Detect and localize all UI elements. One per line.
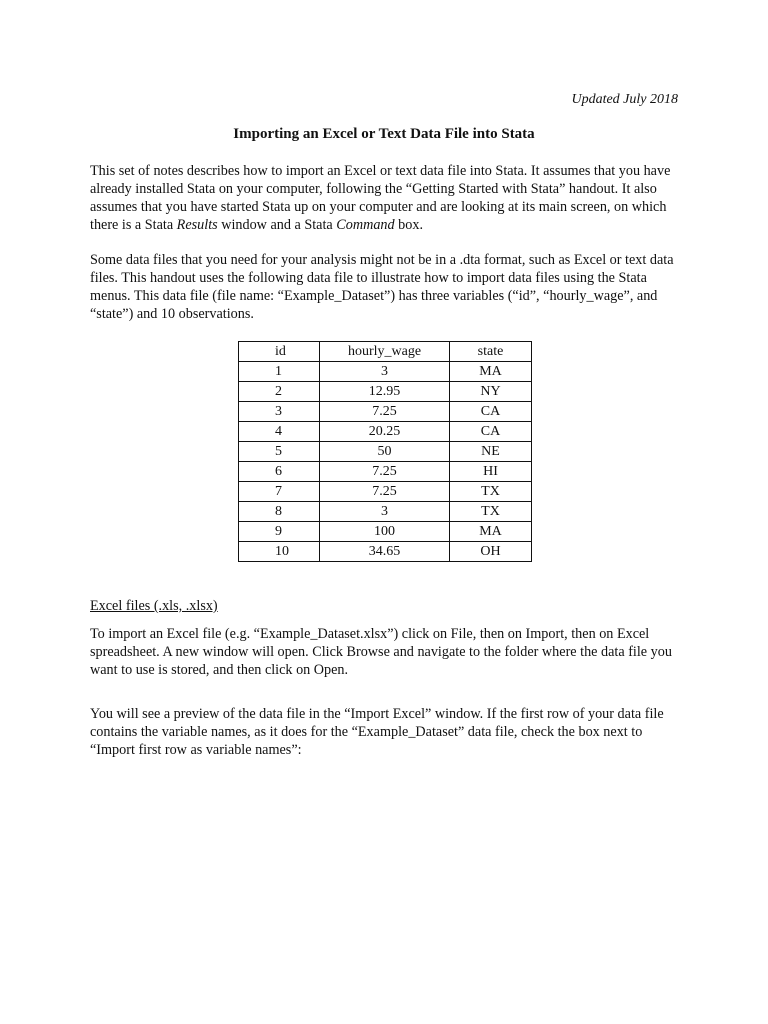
- cell-id: 3: [239, 402, 320, 422]
- cell-state: NE: [450, 442, 532, 462]
- cell-state: OH: [450, 542, 532, 562]
- cell-id: 6: [239, 462, 320, 482]
- cell-hourly-wage: 12.95: [320, 382, 450, 402]
- cell-state: MA: [450, 522, 532, 542]
- cell-hourly-wage: 34.65: [320, 542, 450, 562]
- cell-hourly-wage: 7.25: [320, 402, 450, 422]
- command-word: Command: [336, 217, 395, 233]
- cell-id: 5: [239, 442, 320, 462]
- table-row: [239, 422, 532, 442]
- cell-hourly-wage: 7.25: [320, 462, 450, 482]
- cell-id: 8: [239, 502, 320, 522]
- table-row: [239, 442, 532, 462]
- intro-text-a: This set of notes describes how to import an Excel or text data file into Stata. It assumes that you have already installed Stata on your computer, following the “Getting Started with Stata” handout. It also assumes that you have started Stata up on your computer and are looking at its main screen, on which there is a Stata: [90, 163, 671, 233]
- cell-id: 9: [239, 522, 320, 542]
- cell-state: CA: [450, 402, 532, 422]
- header-hourly-wage: hourly_wage: [320, 342, 450, 362]
- table-row: [239, 462, 532, 482]
- cell-state: TX: [450, 502, 532, 522]
- cell-state: NY: [450, 382, 532, 402]
- cell-state: HI: [450, 462, 532, 482]
- intro-text-c: box.: [394, 217, 423, 233]
- cell-id: 7: [239, 482, 320, 502]
- import-excel-paragraph: To import an Excel file (e.g. “Example_Dataset.xlsx”) click on File, then on Import, then on Excel spreadsheet. A new window will open. Click Browse and navigate to the folder where the data file you want to use is stored, and then click on Open.: [90, 626, 672, 678]
- cell-state: MA: [450, 362, 532, 382]
- cell-hourly-wage: 3: [320, 362, 450, 382]
- cell-state: CA: [450, 422, 532, 442]
- cell-id: 4: [239, 422, 320, 442]
- intro-paragraph: [90, 162, 680, 234]
- example-dataset-table: [238, 341, 532, 562]
- section-heading-excel: Excel files (.xls, .xlsx): [90, 598, 218, 614]
- table-row: [239, 362, 532, 382]
- intro-text-b: window and a Stata: [217, 217, 337, 233]
- table-row: [239, 502, 532, 522]
- data-files-paragraph: Some data files that you need for your analysis might not be in a .dta format, such as Excel or text data files. This handout uses the following data file to illustrate how to import data files using the Stata menus. This data file (file name: “Example_Dataset”) has three variables (“id”, “hourly_wage”, and “state”) and 10 observations.: [90, 252, 674, 322]
- cell-hourly-wage: 20.25: [320, 422, 450, 442]
- cell-hourly-wage: 50: [320, 442, 450, 462]
- table-header-row: [239, 342, 532, 362]
- document-title: Importing an Excel or Text Data File into Stata: [233, 126, 535, 142]
- table-row: [239, 522, 532, 542]
- cell-id: 2: [239, 382, 320, 402]
- table-row: [239, 402, 532, 422]
- preview-paragraph: You will see a preview of the data file in the “Import Excel” window. If the first row of your data file contains the variable names, as it does for the “Example_Dataset” data file, check the box next to “Import first row as variable names”:: [90, 706, 664, 758]
- cell-hourly-wage: 3: [320, 502, 450, 522]
- table-row: [239, 382, 532, 402]
- results-word: Results: [176, 217, 218, 233]
- cell-hourly-wage: 7.25: [320, 482, 450, 502]
- header-id: id: [239, 342, 320, 362]
- cell-id: 1: [239, 362, 320, 382]
- cell-id: 10: [239, 542, 320, 562]
- updated-date: Updated July 2018: [571, 92, 678, 107]
- header-state: state: [450, 342, 532, 362]
- cell-hourly-wage: 100: [320, 522, 450, 542]
- table-row: [239, 542, 532, 562]
- table-row: [239, 482, 532, 502]
- cell-state: TX: [450, 482, 532, 502]
